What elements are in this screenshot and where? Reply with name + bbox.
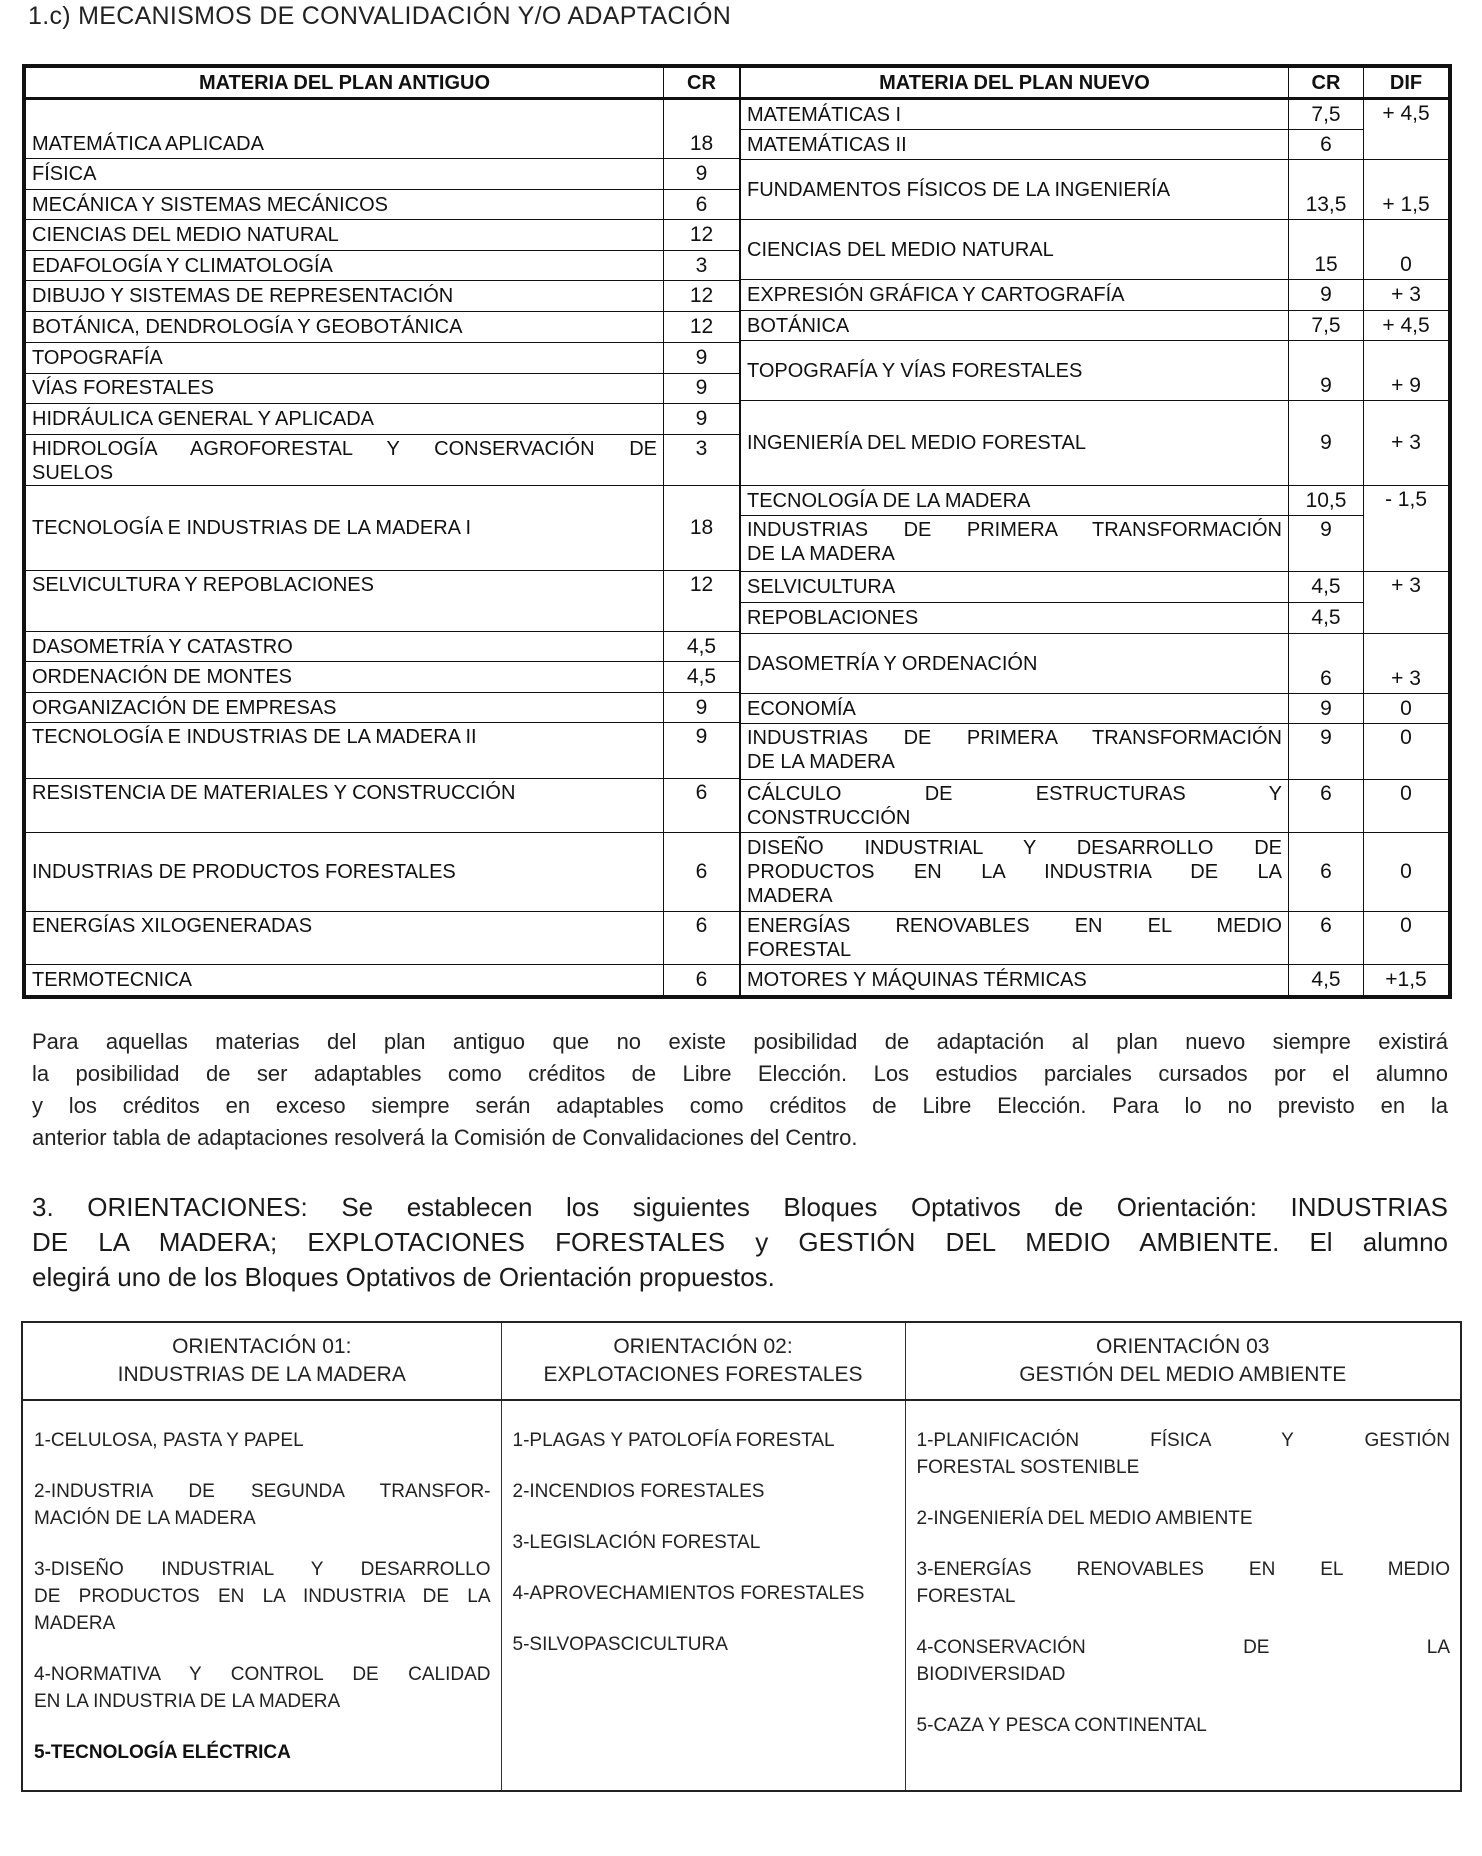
orientation-item-line: 1-PLAGAS Y PATOLOFÍA FORESTAL <box>512 1430 835 1451</box>
old-subject-cell <box>26 403 664 434</box>
old-cr-cell: 6 <box>664 832 740 911</box>
old-subject-line: SELVICULTURA Y REPOBLACIONES <box>32 573 374 596</box>
orientation-item <box>917 1634 1451 1688</box>
new-subject-line: ECONOMÍA <box>747 697 856 720</box>
old-subject-cell <box>26 911 664 964</box>
old-subject-cell <box>26 434 664 485</box>
old-cr-cell: 12 <box>664 220 740 251</box>
old-subject-header: MATERIA DEL PLAN ANTIGUO <box>26 68 664 99</box>
old-subject-cell <box>26 251 664 281</box>
new-plan-row <box>741 160 1449 220</box>
old-subject-cell <box>26 779 664 832</box>
old-plan-row <box>26 312 740 342</box>
old-plan-row <box>26 779 740 832</box>
old-cr-cell: 9 <box>664 723 740 779</box>
new-plan-row <box>741 311 1449 341</box>
orientation-item-line: 1-CELULOSA, PASTA Y PAPEL <box>34 1430 304 1451</box>
new-plan-row <box>741 99 1449 130</box>
new-cr-cell: 9 <box>1289 341 1364 401</box>
dif-cell: + 4,5 <box>1364 311 1449 341</box>
old-subject-cell <box>26 570 664 631</box>
orientation-item <box>917 1505 1451 1532</box>
dif-cell: + 4,5 <box>1364 99 1449 160</box>
orientation-header <box>501 1322 905 1400</box>
new-subject-line: TOPOGRAFÍA Y VÍAS FORESTALES <box>747 359 1083 382</box>
orientation-column <box>22 1400 501 1791</box>
old-plan-row <box>26 373 740 403</box>
old-subject-cell <box>26 312 664 342</box>
old-plan-row <box>26 251 740 281</box>
new-plan-table <box>740 67 1449 996</box>
dif-cell: + 3 <box>1364 280 1449 311</box>
new-subject-line: FUNDAMENTOS FÍSICOS DE LA INGENIERÍA <box>747 178 1171 201</box>
old-plan-row <box>26 159 740 190</box>
new-subject-cell <box>741 694 1289 724</box>
new-subject-cell <box>741 130 1289 160</box>
old-subject-cell <box>26 693 664 723</box>
new-plan-row <box>741 965 1449 996</box>
orientation-column <box>501 1400 905 1791</box>
new-subject-cell <box>741 311 1289 341</box>
old-cr-cell: 9 <box>664 342 740 373</box>
new-cr-cell: 13,5 <box>1289 160 1364 220</box>
orientation-item <box>513 1478 895 1505</box>
old-subject-cell <box>26 281 664 312</box>
new-cr-cell: 7,5 <box>1289 99 1364 130</box>
orientation-item-line: FORESTAL <box>916 1586 1016 1607</box>
new-subject-line: DE LA MADERA <box>747 543 895 565</box>
old-plan-row <box>26 964 740 995</box>
new-plan-row <box>741 572 1449 603</box>
orientations-body-row <box>22 1400 1461 1791</box>
old-subject-cell <box>26 342 664 373</box>
old-subject-line: VÍAS FORESTALES <box>32 377 214 400</box>
orientation-item <box>34 1739 491 1766</box>
old-subject-line: BOTÁNICA, DENDROLOGÍA Y GEOBOTÁNICA <box>32 315 463 338</box>
orientation-item <box>34 1427 491 1454</box>
dif-header: DIF <box>1364 68 1449 99</box>
dif-cell: - 1,5 <box>1364 486 1449 572</box>
new-subject-cell <box>741 160 1289 220</box>
intro-line: 3. ORIENTACIONES: Se establecen los siguientes Bloques Optativos de Orientación: INDUSTRIAS <box>32 1192 1448 1222</box>
old-plan-row <box>26 403 740 434</box>
new-subject-cell <box>741 572 1289 603</box>
old-plan-header-row <box>26 68 740 99</box>
old-plan-table <box>25 67 740 996</box>
old-plan-row <box>26 434 740 485</box>
new-subject-line: DISEÑO INDUSTRIAL Y DESARROLLO DE <box>747 837 1282 859</box>
paragraph-line: Para aquellas materias del plan antiguo que no existe posibilidad de adaptación al plan nuevo siempre existirá <box>32 1029 1448 1054</box>
orientation-name: EXPLOTACIONES FORESTALES <box>543 1363 863 1386</box>
dif-cell: 0 <box>1364 780 1449 833</box>
old-plan-row <box>26 911 740 964</box>
orientation-item <box>513 1427 895 1454</box>
old-subject-line: DIBUJO Y SISTEMAS DE REPRESENTACIÓN <box>32 285 454 308</box>
orientation-item-line: 5-TECNOLOGÍA ELÉCTRICA <box>34 1742 291 1763</box>
dif-cell: + 3 <box>1364 572 1449 634</box>
orientation-item-line: 2-INDUSTRIA DE SEGUNDA TRANSFOR- <box>34 1481 491 1502</box>
orientation-item-line: 5-SILVOPASCICULTURA <box>512 1634 728 1655</box>
new-subject-cell <box>741 833 1289 912</box>
old-cr-cell: 6 <box>664 190 740 220</box>
old-plan-row <box>26 220 740 251</box>
orientation-code: ORIENTACIÓN 02: <box>613 1335 793 1358</box>
new-plan-row <box>741 130 1449 160</box>
new-cr-cell: 4,5 <box>1289 603 1364 634</box>
old-cr-cell: 6 <box>664 911 740 964</box>
adaptation-note-paragraph <box>32 1026 1448 1154</box>
orientation-item-line: 2-INCENDIOS FORESTALES <box>512 1481 765 1502</box>
old-subject-cell <box>26 723 664 779</box>
orientation-column <box>905 1400 1461 1791</box>
dif-cell: + 3 <box>1364 634 1449 694</box>
old-cr-cell: 3 <box>664 251 740 281</box>
orientation-item-line: 4-CONSERVACIÓN DE LA <box>916 1637 1450 1658</box>
orientation-item-line: 3-LEGISLACIÓN FORESTAL <box>512 1532 761 1553</box>
orientation-item <box>917 1556 1451 1610</box>
new-subject-cell <box>741 99 1289 130</box>
old-cr-cell: 4,5 <box>664 632 740 662</box>
old-subject-line: TECNOLOGÍA E INDUSTRIAS DE LA MADERA II <box>32 726 477 749</box>
orientation-item-line: 5-CAZA Y PESCA CONTINENTAL <box>916 1715 1207 1736</box>
new-subject-line: SELVICULTURA <box>747 576 896 598</box>
orientation-item <box>513 1580 895 1607</box>
orientation-name: INDUSTRIAS DE LA MADERA <box>117 1363 406 1386</box>
new-cr-cell: 6 <box>1289 130 1364 160</box>
old-subject-cell <box>26 159 664 190</box>
old-subject-line: INDUSTRIAS DE PRODUCTOS FORESTALES <box>32 860 456 883</box>
old-subject-cell <box>26 964 664 995</box>
new-subject-line: ENERGÍAS RENOVABLES EN EL MEDIO <box>747 915 1282 937</box>
new-cr-cell: 6 <box>1289 833 1364 912</box>
new-subject-line: REPOBLACIONES <box>747 607 919 629</box>
orientation-item <box>917 1427 1451 1481</box>
new-subject-line: CONSTRUCCIÓN <box>747 807 911 829</box>
old-cr-cell: 18 <box>664 99 740 159</box>
new-plan-row <box>741 912 1449 965</box>
new-cr-cell: 9 <box>1289 516 1364 572</box>
old-subject-cell <box>26 373 664 403</box>
old-cr-header: CR <box>664 68 740 99</box>
new-subject-line: MATEMÁTICAS II <box>747 133 907 156</box>
old-plan-row <box>26 832 740 911</box>
new-subject-header: MATERIA DEL PLAN NUEVO <box>741 68 1289 99</box>
old-subject-line: CIENCIAS DEL MEDIO NATURAL <box>32 224 339 247</box>
new-cr-cell: 6 <box>1289 634 1364 694</box>
old-subject-line: HIDROLOGÍA AGROFORESTAL Y CONSERVACIÓN DE <box>32 437 657 460</box>
orientation-item-line: FORESTAL SOSTENIBLE <box>916 1457 1140 1478</box>
intro-line: elegirá uno de los Bloques Optativos de Orientación propuestos. <box>32 1262 775 1292</box>
dif-cell: 0 <box>1364 220 1449 280</box>
dif-cell: +1,5 <box>1364 965 1449 996</box>
new-cr-cell: 7,5 <box>1289 311 1364 341</box>
new-cr-header: CR <box>1289 68 1364 99</box>
old-subject-line: TERMOTECNICA <box>32 968 192 991</box>
old-subject-line: DASOMETRÍA Y CATASTRO <box>32 635 293 658</box>
orientations-header-row <box>22 1322 1461 1400</box>
orientation-item <box>34 1556 491 1637</box>
new-cr-cell: 9 <box>1289 694 1364 724</box>
new-subject-line: CIENCIAS DEL MEDIO NATURAL <box>747 238 1054 261</box>
orientation-item <box>917 1712 1451 1739</box>
old-subject-line: HIDRÁULICA GENERAL Y APLICADA <box>32 407 374 430</box>
old-cr-cell: 6 <box>664 779 740 832</box>
old-plan-row <box>26 342 740 373</box>
old-cr-cell: 4,5 <box>664 662 740 693</box>
old-cr-cell: 9 <box>664 403 740 434</box>
new-subject-line: INGENIERÍA DEL MEDIO FORESTAL <box>747 432 1086 454</box>
old-subject-line: ENERGÍAS XILOGENERADAS <box>32 914 313 937</box>
old-cr-cell: 3 <box>664 434 740 485</box>
new-subject-cell <box>741 603 1289 634</box>
old-subject-line: TOPOGRAFÍA <box>32 346 163 369</box>
old-plan-row <box>26 190 740 220</box>
new-cr-cell: 6 <box>1289 780 1364 833</box>
orientation-item <box>34 1661 491 1715</box>
orientation-item-line: MACIÓN DE LA MADERA <box>34 1508 256 1529</box>
new-plan-row <box>741 280 1449 311</box>
new-subject-line: CÁLCULO DE ESTRUCTURAS Y <box>747 783 1282 805</box>
old-subject-line: MECÁNICA Y SISTEMAS MECÁNICOS <box>32 193 389 216</box>
new-cr-cell: 9 <box>1289 401 1364 486</box>
dif-cell: 0 <box>1364 833 1449 912</box>
new-subject-cell <box>741 780 1289 833</box>
old-plan-row <box>26 662 740 693</box>
old-cr-cell: 6 <box>664 964 740 995</box>
dif-cell: + 9 <box>1364 341 1449 401</box>
new-subject-line: DASOMETRÍA Y ORDENACIÓN <box>747 652 1038 675</box>
dif-cell: + 3 <box>1364 401 1449 486</box>
new-subject-line: INDUSTRIAS DE PRIMERA TRANSFORMACIÓN <box>747 519 1282 541</box>
old-subject-line: MATEMÁTICA APLICADA <box>32 133 264 156</box>
new-subject-line: MADERA <box>747 885 833 907</box>
old-plan-row <box>26 723 740 779</box>
new-plan-row <box>741 694 1449 724</box>
section-title: 1.c) MECANISMOS DE CONVALIDACIÓN Y/O ADAPTACIÓN <box>28 2 732 30</box>
orientation-item-line: 1-PLANIFICACIÓN FÍSICA Y GESTIÓN <box>916 1430 1450 1451</box>
orientation-item-line: EN LA INDUSTRIA DE LA MADERA <box>34 1691 341 1712</box>
paragraph-line: y los créditos en exceso siempre serán adaptables como créditos de Libre Elección. Para lo no previsto en la <box>32 1093 1448 1118</box>
old-subject-line: EDAFOLOGÍA Y CLIMATOLOGÍA <box>32 254 333 277</box>
orientation-name: GESTIÓN DEL MEDIO AMBIENTE <box>1019 1363 1347 1386</box>
old-cr-cell: 18 <box>664 485 740 570</box>
orientation-item-line: BIODIVERSIDAD <box>916 1664 1066 1685</box>
new-plan-row <box>741 516 1449 572</box>
old-subject-line: FÍSICA <box>32 163 97 186</box>
orientation-item <box>513 1631 895 1658</box>
new-subject-cell <box>741 220 1289 280</box>
new-subject-cell <box>741 516 1289 572</box>
old-plan-row <box>26 99 740 159</box>
new-cr-cell: 15 <box>1289 220 1364 280</box>
new-cr-cell: 10,5 <box>1289 486 1364 516</box>
old-subject-cell <box>26 832 664 911</box>
old-plan-row <box>26 570 740 631</box>
orientation-item-line: 3-ENERGÍAS RENOVABLES EN EL MEDIO <box>916 1559 1450 1580</box>
new-cr-cell: 6 <box>1289 912 1364 965</box>
dif-cell: 0 <box>1364 694 1449 724</box>
new-plan-row <box>741 634 1449 694</box>
old-subject-line: ORDENACIÓN DE MONTES <box>32 666 293 689</box>
orientation-item <box>513 1529 895 1556</box>
old-subject-line: TECNOLOGÍA E INDUSTRIAS DE LA MADERA I <box>32 516 471 539</box>
orientation-item-line: 4-NORMATIVA Y CONTROL DE CALIDAD <box>34 1664 491 1685</box>
new-subject-cell <box>741 724 1289 780</box>
new-plan-row <box>741 401 1449 486</box>
new-cr-cell: 4,5 <box>1289 572 1364 603</box>
paragraph-line: la posibilidad de ser adaptables como créditos de Libre Elección. Los estudios parciales cursados por el alumno <box>32 1061 1448 1086</box>
old-subject-line: SUELOS <box>32 461 114 484</box>
old-plan-row <box>26 485 740 570</box>
orientation-code: ORIENTACIÓN 01: <box>172 1335 352 1358</box>
old-subject-cell <box>26 632 664 662</box>
orientation-item-line: DE PRODUCTOS EN LA INDUSTRIA DE LA <box>34 1586 491 1607</box>
new-cr-cell: 9 <box>1289 280 1364 311</box>
old-subject-cell <box>26 485 664 570</box>
new-subject-line: BOTÁNICA <box>747 314 850 337</box>
intro-line: DE LA MADERA; EXPLOTACIONES FORESTALES y GESTIÓN DEL MEDIO AMBIENTE. El alumno <box>32 1227 1448 1257</box>
new-plan-row <box>741 603 1449 634</box>
old-cr-cell: 12 <box>664 281 740 312</box>
new-cr-cell: 9 <box>1289 724 1364 780</box>
orientation-item-line: 3-DISEÑO INDUSTRIAL Y DESARROLLO <box>34 1559 491 1580</box>
dif-cell: 0 <box>1364 912 1449 965</box>
new-plan-row <box>741 724 1449 780</box>
new-plan-header-row <box>741 68 1449 99</box>
old-subject-line: ORGANIZACIÓN DE EMPRESAS <box>32 696 337 719</box>
orientations-table <box>21 1321 1462 1792</box>
new-subject-line: EXPRESIÓN GRÁFICA Y CARTOGRAFÍA <box>747 284 1125 306</box>
new-subject-cell <box>741 486 1289 516</box>
new-subject-cell <box>741 401 1289 486</box>
orientation-item-line: MADERA <box>34 1613 116 1634</box>
orientation-header <box>905 1322 1461 1400</box>
new-subject-cell <box>741 280 1289 311</box>
old-plan-row <box>26 632 740 662</box>
new-subject-cell <box>741 634 1289 694</box>
new-subject-line: PRODUCTOS EN LA INDUSTRIA DE LA <box>747 861 1282 883</box>
old-cr-cell: 9 <box>664 159 740 190</box>
new-plan-row <box>741 833 1449 912</box>
new-subject-cell <box>741 965 1289 996</box>
new-subject-line: INDUSTRIAS DE PRIMERA TRANSFORMACIÓN <box>747 727 1282 749</box>
old-cr-cell: 9 <box>664 373 740 403</box>
orientation-header <box>22 1322 501 1400</box>
old-cr-cell: 12 <box>664 570 740 631</box>
orientation-item-line: 4-APROVECHAMIENTOS FORESTALES <box>512 1583 865 1604</box>
new-subject-line: FORESTAL <box>747 939 852 961</box>
new-subject-cell <box>741 341 1289 401</box>
new-subject-cell <box>741 912 1289 965</box>
old-subject-line: RESISTENCIA DE MATERIALES Y CONSTRUCCIÓN <box>32 782 516 805</box>
new-subject-line: MOTORES Y MÁQUINAS TÉRMICAS <box>747 969 1087 991</box>
old-cr-cell: 12 <box>664 312 740 342</box>
new-cr-cell: 4,5 <box>1289 965 1364 996</box>
orientation-item-line: 2-INGENIERÍA DEL MEDIO AMBIENTE <box>916 1508 1253 1529</box>
new-subject-line: MATEMÁTICAS I <box>747 103 902 126</box>
old-cr-cell: 9 <box>664 693 740 723</box>
new-subject-line: DE LA MADERA <box>747 751 895 773</box>
old-subject-cell <box>26 220 664 251</box>
new-plan-row <box>741 486 1449 516</box>
new-subject-line: TECNOLOGÍA DE LA MADERA <box>747 489 1031 512</box>
orientation-item <box>34 1478 491 1532</box>
new-plan-row <box>741 780 1449 833</box>
dif-cell: 0 <box>1364 724 1449 780</box>
new-plan-row <box>741 341 1449 401</box>
new-plan-row <box>741 220 1449 280</box>
dif-cell: + 1,5 <box>1364 160 1449 220</box>
old-subject-cell <box>26 662 664 693</box>
convalidation-table <box>22 64 1452 999</box>
orientations-intro-paragraph <box>32 1190 1448 1295</box>
old-plan-row <box>26 281 740 312</box>
old-plan-row <box>26 693 740 723</box>
orientation-code: ORIENTACIÓN 03 <box>1096 1335 1270 1358</box>
old-subject-cell <box>26 190 664 220</box>
old-subject-cell <box>26 99 664 159</box>
paragraph-line: anterior tabla de adaptaciones resolverá la Comisión de Convalidaciones del Centro. <box>32 1125 858 1150</box>
